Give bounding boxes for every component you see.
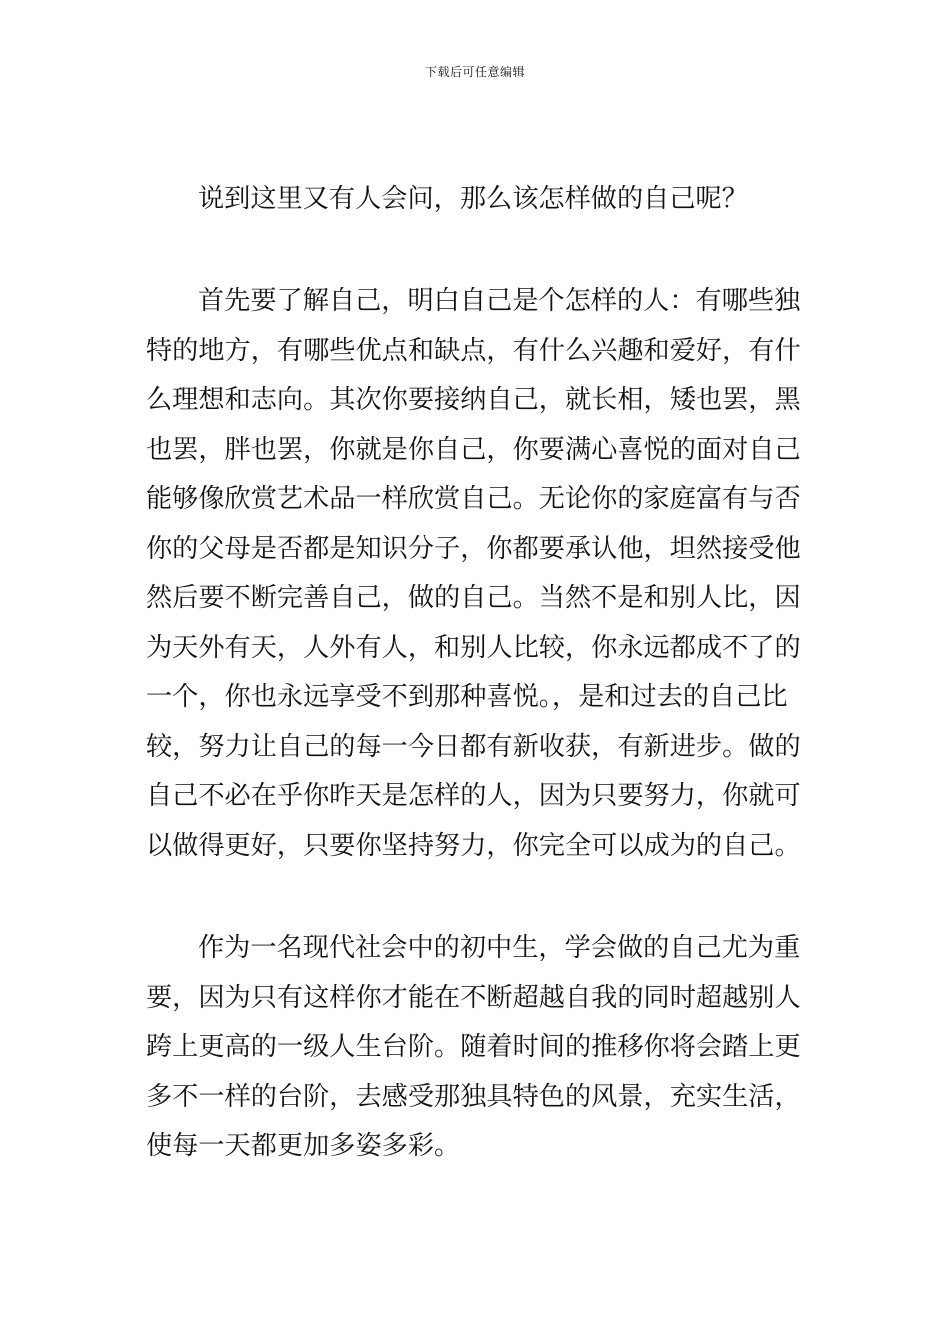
paragraph-self-understanding: 首先要了解自己，明白自己是个怎样的人：有哪些独特的地方，有哪些优点和缺点，有什么兴趣和爱好，有什么理想和志向。其次你要接纳自己，就长相，矮也罢，黑也罢，胖也罢，你就是你自己，你要满心喜悦的面对自己能够像欣赏艺术品一样欣赏自己。无论你的家庭富有与否你的父母是否都是知识分子，你都要承认他，坦然接受他然后要不断完善自己，做的自己。当然不是和别人比，因为天外有天，人外有人，和别人比较，你永远都成不了的一个，你也永远享受不到那种喜悦。，是和过去的自己比较，努力让自己的每一今日都有新收获，有新进步。做的自己不必在乎你昨天是怎样的人，因为只要努力，你就可以做得更好，只要你坚持努力，你完全可以成为的自己。 [146, 286, 801, 861]
page-header: 下载后可任意编辑 [424, 65, 525, 79]
paragraph-question: 说到这里又有人会问，那么该怎样做的自己呢？ [198, 184, 748, 214]
paragraph-middle-school-student: 作为一名现代社会中的初中生，学会做的自己尤为重要，因为只有这样你才能在不断超越自我的同时超越别人跨上更高的一级人生台阶。随着时间的推移你将会踏上更多不一样的台阶，去感受那独具特色的风景，充实生活，使每一天都更加多姿多彩。 [146, 933, 801, 1161]
